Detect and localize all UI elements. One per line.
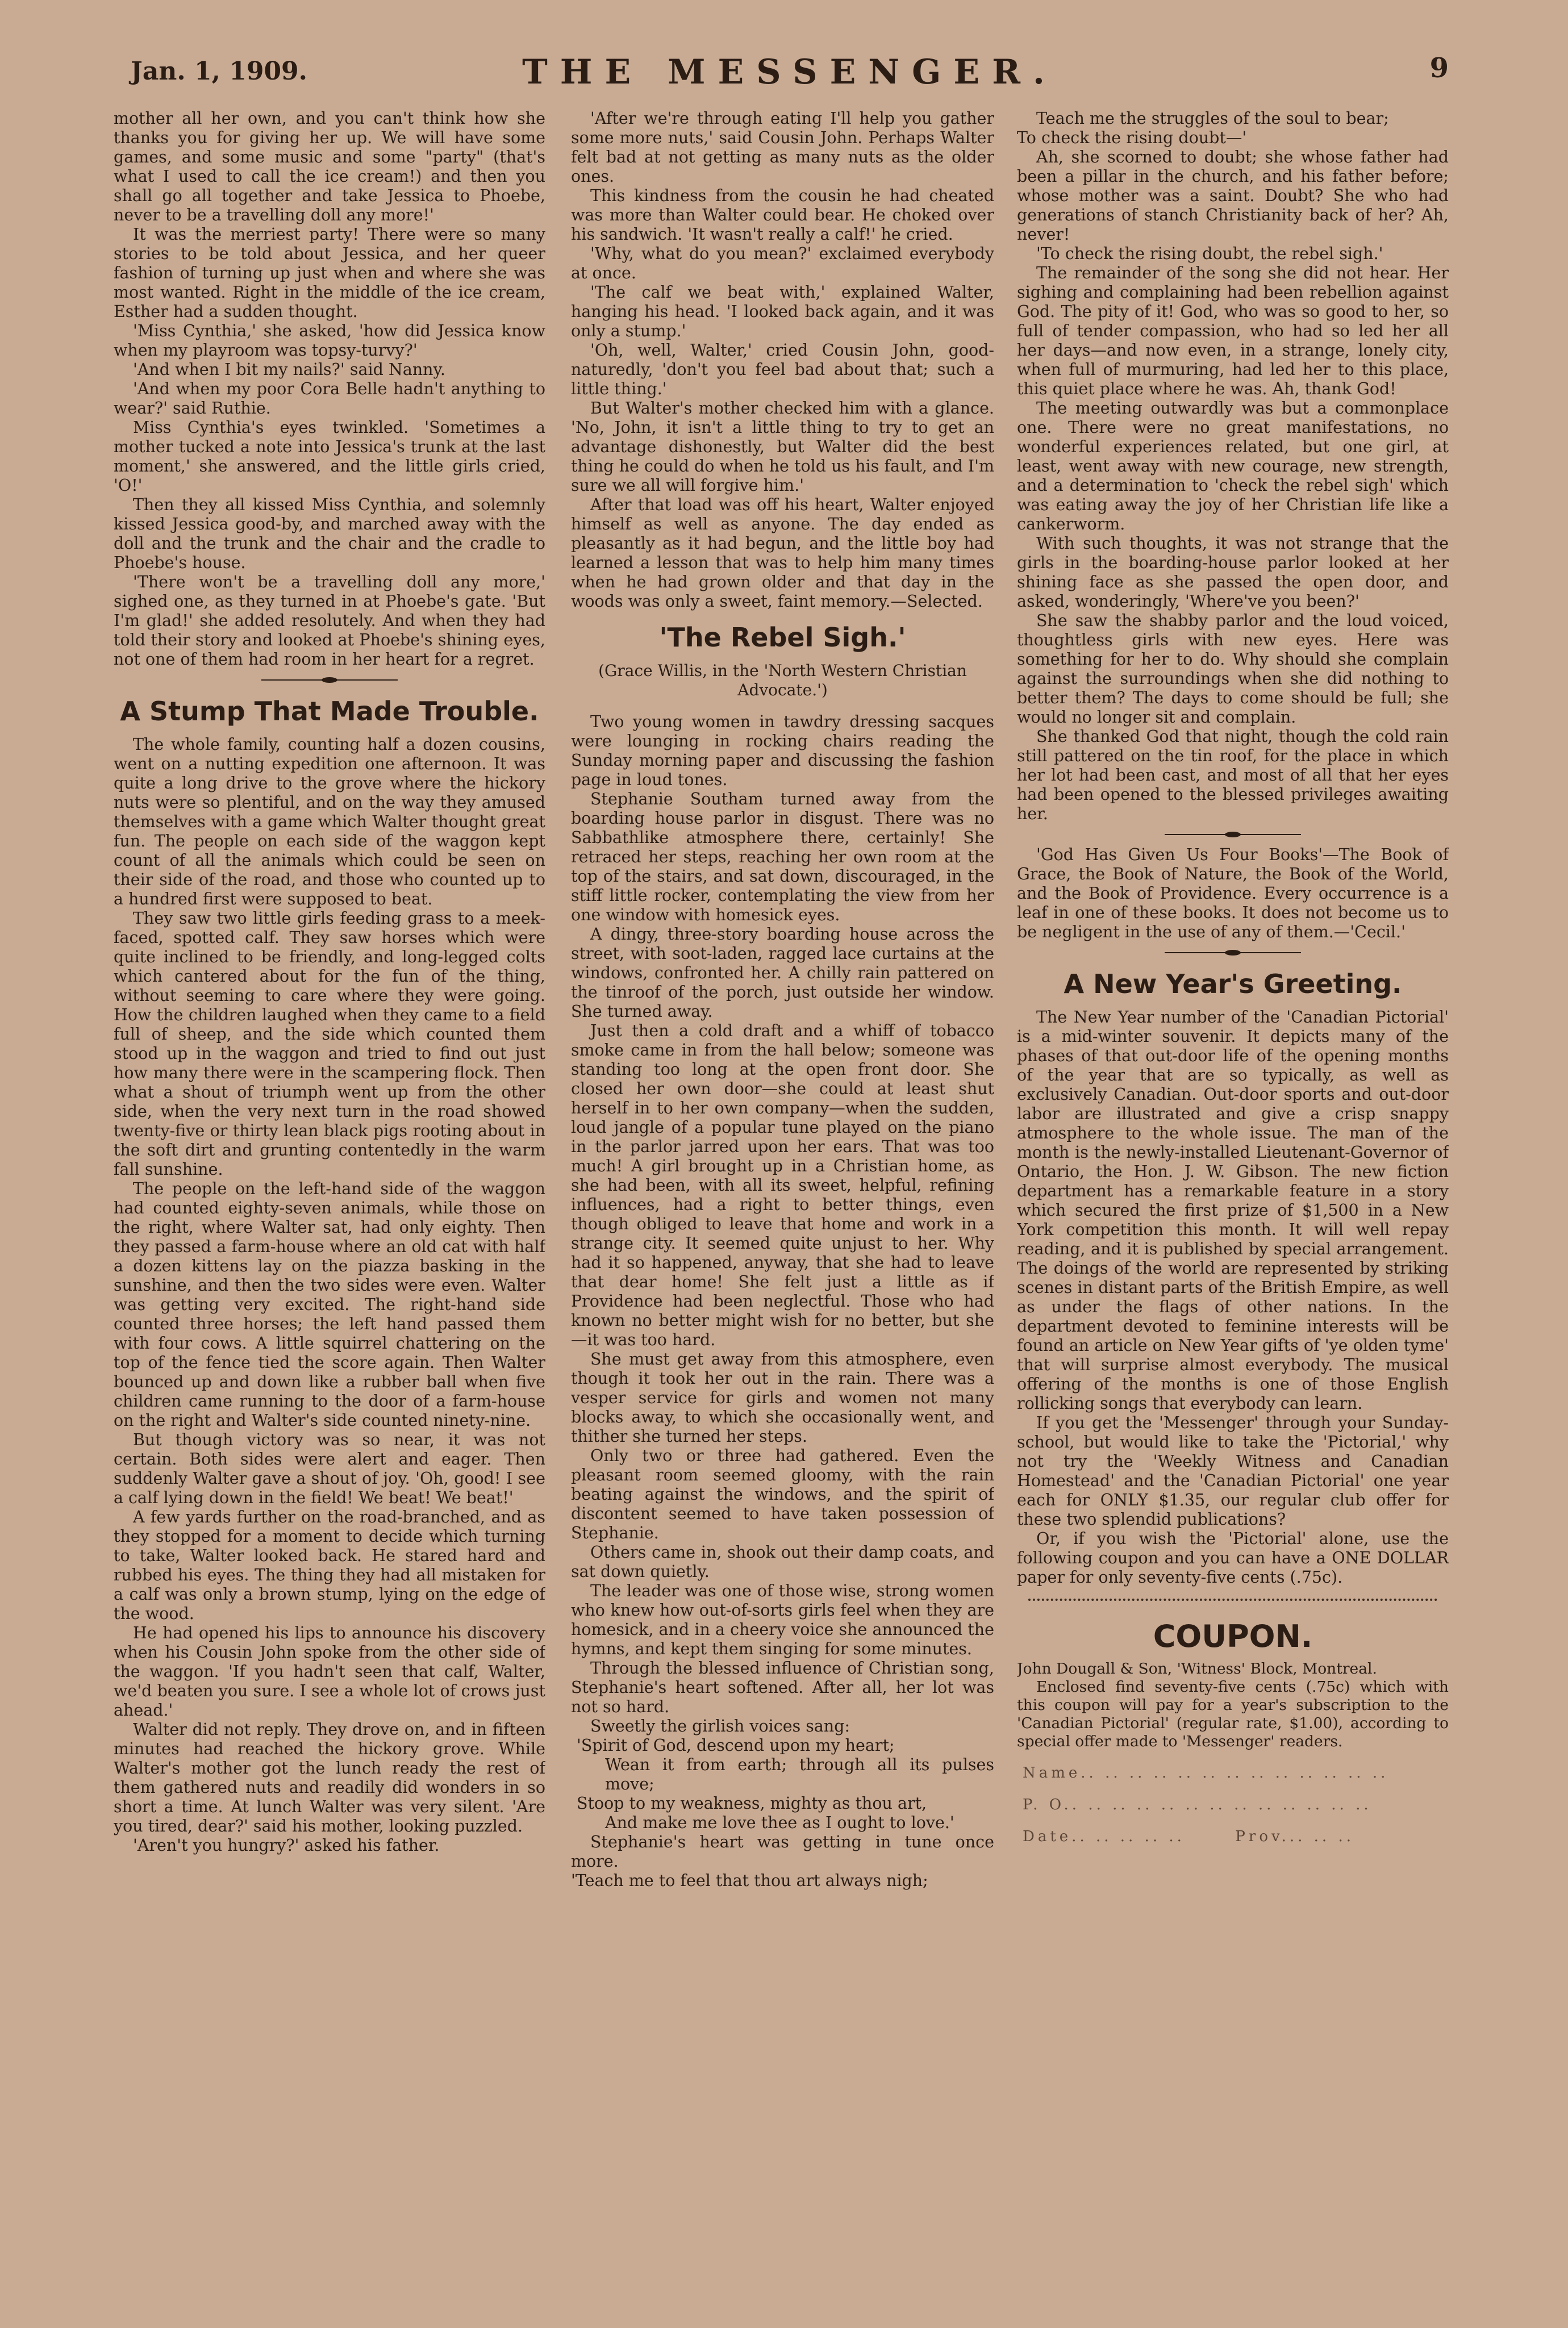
paragraph: If you get the 'Messenger' through your Sunday-school, but would like to take the 'Pictorial,' why not try the 'Weekly Witness and Canadian Homestead' and the 'Canadian Pictorial' one year each for ONLY $1.35, our regular club offer for these two splendid publications? xyxy=(1017,1413,1449,1529)
paragraph: Miss Cynthia's eyes twinkled. 'Sometimes a mother tucked a note into Jessica's trunk at the last moment,' she answered, and the little girls cried, 'O!' xyxy=(114,418,545,495)
article-heading-stump: A Stump That Made Trouble. xyxy=(120,696,539,727)
paragraph: The people on the left-hand side of the waggon had counted eighty-seven animals, while those on the right, where Walter sat, had only eighty. Then they passed a farm-house where an old cat with half a dozen kittens lay on the piazza basking in the sunshine, and then the two sides were even. Walter was getting very excited. The right-hand side counted three horses; the left hand passed them with four cows. A little squirrel chattering on the top of the fence tied the score again. Then Walter bounced up and down like a rubber ball when five children came running to the door of a farm-house on the right and Walter's side counted ninety-nine. xyxy=(114,1179,545,1430)
paragraph: 'Aren't you hungry?' asked his father. xyxy=(133,1836,440,1855)
coupon-name-field[interactable]: Name.. .. .. .. .. .. .. .. .. .. .. .. .. xyxy=(1023,1764,1389,1782)
paragraph: The remainder of the song she did not hear. Her sighing and complaining had been rebellion against God. The pity of it! God, who was so good to her, so full of tender compassion, who had so led her all her days—and now even, in a strange, lonely city, when full of murmuring, had led her to this place, this quiet place where he was. Ah, thank God! xyxy=(1017,264,1449,398)
paragraph: The leader was one of those wise, strong women who knew how out-of-sorts girls feel when they are homesick, and in a cheery voice she announced the hymns, and kept them singing for some minutes. xyxy=(571,1582,994,1658)
paragraph: 'And when I bit my nails?' said Nanny. xyxy=(133,360,445,379)
paragraph: She must get away from this atmosphere, even though it took her out in the rain. There was a vesper service for girls and women not many blocks away, to which she occasionally went, and thither she turned her steps. xyxy=(571,1350,994,1446)
paragraph: A dingy, three-story boarding house across the street, with soot-laden, ragged lace curtains at the windows, confronted her. A chilly rain pattered on the tinroof of the porch, just outside her window. She turned away. xyxy=(571,925,994,1021)
page-number: 9 xyxy=(1429,52,1449,84)
verse-line: And make me love thee as I ought to love.' xyxy=(605,1813,954,1832)
paragraph: Or, if you wish the 'Pictorial' alone, use the following coupon and you can have a ONE DOLLAR paper for only seventy-five cents (.75c). xyxy=(1017,1529,1449,1587)
four-books-note: 'God Has Given Us Four Books'—The Book of Grace, the Book of Nature, the Book of the World, and the Book of Providence. Every occurrence is a leaf in one of these books. It does not become us to be negligent in the use of any of them.—'Cecil.' xyxy=(1017,845,1449,941)
verse-line: 'Teach me to feel that thou art always nigh; xyxy=(571,1871,928,1890)
paragraph: But Walter's mother checked him with a glance. 'No, John, it isn't a little thing to try to get an advantage dishonestly, but Walter did the best thing he could do when he told us his fault, and I'm sure we all will forgive him.' xyxy=(571,399,994,495)
paragraph: The meeting outwardly was but a commonplace one. There were no great manifestations, no wonderful experiences related, but one girl, at least, went away with new courage, new strength, and a determination to 'check the rebel sigh' which was eating away the joy of her Christian life like a cankerworm. xyxy=(1017,399,1449,533)
verse-line: To check the rising doubt—' xyxy=(1017,128,1247,147)
coupon-title: COUPON. xyxy=(1153,1618,1313,1654)
paragraph: 'Miss Cynthia,' she asked, 'how did Jessica know when my playroom was topsy-turvy?' xyxy=(114,322,545,360)
paragraph: This kindness from the cousin he had cheated was more than Walter could bear. He choked over his sandwich. 'It wasn't really a calf!' he cried. xyxy=(571,186,994,244)
article-stump xyxy=(114,735,545,1855)
verse-line: 'Spirit of God, descend upon my heart; xyxy=(577,1736,895,1755)
coupon-text: Enclosed find seventy-five cents (.75c) which with this coupon will pay for a year's subscription to the 'Canadian Pictorial' (regular rate, $1.00), according to special offer made to 'Messenger' readers. xyxy=(1017,1678,1449,1750)
article-heading-rebel-sigh: 'The Rebel Sigh.' xyxy=(659,622,906,653)
paragraph: 'After we're through eating I'll help you gather some more nuts,' said Cousin John. Perhaps Walter felt bad at not getting as many nuts as the older ones. xyxy=(571,109,994,186)
dotted-divider xyxy=(1028,1599,1437,1601)
paragraph: After that load was off his heart, Walter enjoyed himself as well as anyone. The day ended as pleasantly as it had begun, and the little boy had learned a lesson that was to help him many times when he had grown older and that day in the woods was only a sweet, faint memory.—Selected. xyxy=(571,495,994,611)
verse-line: Teach me the struggles of the soul to bear; xyxy=(1036,109,1389,128)
coupon-date-field[interactable]: Date.. .. .. .. .. xyxy=(1023,1828,1185,1845)
coupon-po-field[interactable]: P. O.. .. .. .. .. .. .. .. .. .. .. .. .. xyxy=(1023,1796,1372,1813)
paragraph: Only two or three had gathered. Even the pleasant room seemed gloomy, with the rain beating against the windows, and the spirit of discontent seemed to have taken possession of Stephanie. xyxy=(571,1446,994,1542)
paragraph: Just then a cold draft and a whiff of tobacco smoke came in from the hall below; someone was standing too long at the open front door. She closed her own door—she could at least shut herself in to her own company—when the sudden, loud jangle of a popular tune played on the piano in the parlor jarred upon her ears. That was too much! A girl brought up in a Christian home, as she had been, with all its sweet, helpful, refining influences, had a right to better things, even though obliged to leave that home and work in a strange city. It seemed quite unjust to her. Why had it so happened, anyway, that she had to leave that dear home! She felt just a little as if Providence had been neglectful. Those who had known no better might wish for no better, but she—it was too hard. xyxy=(571,1021,994,1349)
article-heading-greeting: A New Year's Greeting. xyxy=(1064,969,1402,999)
paragraph: It was the merriest party! There were so many stories to be told about Jessica, and her queer fashion of turning up just when and where she was most wanted. Right in the middle of the ice cream, Esther had a sudden thought. xyxy=(114,225,545,321)
byline: (Grace Willis, in the 'North Western Christian Advocate.') xyxy=(598,661,967,699)
paragraph: He had opened his lips to announce his discovery when his Cousin John spoke from the other side of the waggon. 'If you hadn't seen that calf, Walter, we'd beaten you sure. I see a whole lot of crows just ahead.' xyxy=(114,1624,545,1720)
section-divider xyxy=(1017,948,1449,958)
article-greeting xyxy=(1017,1008,1449,1587)
paragraph: Two young women in tawdry dressing sacques were lounging in rocking chairs reading the Sunday morning paper and discussing the fashion page in loud tones. xyxy=(571,712,994,789)
paragraph: They saw two little girls feeding grass to a meek-faced, spotted calf. They saw horses which were quite inclined to be friendly, and long-legged colts which cantered about for the fun of the thing, without seeming to care where they were going. How the children laughed when they came to a field full of sheep, and the side which counted them stood up in the waggon and tried to find out just how many there were in the scampering flock. Then what a shout of triumph went up from the other side, when the very next turn in the road showed twenty-five or thirty lean black pigs rooting about in the soft dirt and grunting contentedly in the warm fall sunshine. xyxy=(114,909,545,1179)
article-stump-continued xyxy=(571,109,994,611)
paragraph: Then they all kissed Miss Cynthia, and solemnly kissed Jessica good-by, and marched away with the doll and the trunk and the chair and the cradle to Phoebe's house. xyxy=(114,495,545,572)
section-divider xyxy=(114,675,545,685)
coupon xyxy=(1017,1618,1449,1846)
column-3 xyxy=(1017,109,1449,2313)
paragraph: With such thoughts, it was not strange that the girls in the boarding-house parlor looked at her shining face as she passed the open door, and asked, wonderingly, 'Where've you been?' xyxy=(1017,534,1449,611)
paragraph: A few yards further on the road-branched, and as they stopped for a moment to decide which turning to take, Walter looked back. He stared hard and rubbed his eyes. The thing they had all mistaken for a calf was only a brown stump, lying on the edge of the wood. xyxy=(114,1508,545,1623)
paragraph: She saw the shabby parlor and the loud voiced, thoughtless girls with new eyes. Here was something for her to do. Why should she complain against the surroundings when she did nothing to better them? The days to come should be full; she would no longer sit and complain. xyxy=(1017,611,1449,727)
paragraph: Others came in, shook out their damp coats, and sat down quietly. xyxy=(571,1543,994,1581)
paragraph: Ah, she scorned to doubt; she whose father had been a pillar in the church, and his father before; whose mother was a saint. Doubt? She who had generations of stanch Christianity back of her? Ah, never! xyxy=(1017,148,1449,244)
paragraph: The New Year number of the 'Canadian Pictorial' is a mid-winter souvenir. It depicts many of the phases of that out-door life of the opening months of the year that are so typically, as well as exclusively Canadian. Out-door sports and out-door labor are illustrated and give a crisp snappy atmosphere to the whole issue. The man of the month is the newly-installed Lieutenant-Governor of Ontario, the Hon. J. W. Gibson. The new fiction department has a remarkable feature in a story which secured the first prize of $1,500 in a New York competition this month. It will well repay reading, and it is published by special arrangement. The doings of the world are represented by striking scenes in distant parts of the British Empire, as well as under the flags of other nations. In the department devoted to feminine interests will be found an article on New Year gifts of 'ye olden tyme' that will surprise almost everybody. The musical offering of the months is one of those English rollicking songs that everybody can learn. xyxy=(1017,1008,1449,1413)
paragraph: 'To check the rising doubt, the rebel sigh.' xyxy=(1036,244,1383,263)
paragraph: mother all her own, and you can't think how she thanks you for giving her up. We will have some games, and some music and some "party" (that's what I used to call the ice cream!) and then you shall go all together and take Jessica to Phoebe, never to be a travelling doll any more!' xyxy=(114,109,545,224)
paragraph: 'The calf we beat with,' explained Walter, hanging his head. 'I looked back again, and it was only a stump.' xyxy=(571,283,994,340)
paragraph: Stephanie Southam turned away from the boarding house parlor in disgust. There was no Sabbathlike atmosphere there, certainly! She retraced her steps, reaching her own room at the top of the stairs, and sat down, discouraged, in the stiff little rocker, contemplating the view from her one window with homesick eyes. xyxy=(571,790,994,924)
section-divider xyxy=(1017,829,1449,840)
paragraph: The whole family, counting half a dozen cousins, went on a nutting expedition one afternoon. It was quite a long drive to the grove where the hickory nuts were so plentiful, and on the way they amused themselves with a game which Walter thought great fun. The people on each side of the waggon kept count of all the animals which could be seen on their side of the road, and those who counted up to a hundred first were supposed to beat. xyxy=(114,735,545,908)
column-1 xyxy=(114,109,545,2313)
article-rebel-sigh-continued xyxy=(1017,109,1449,824)
paragraph: 'Oh, well, Walter,' cried Cousin John, good-naturedly, 'don't you feel bad about that; such a little thing.' xyxy=(571,341,994,398)
issue-date: Jan. 1, 1909. xyxy=(131,57,307,86)
paragraph: She thanked God that night, though the cold rain still pattered on the tin roof, for the place in which her lot had been cast, and most of all that her eyes had been opened to the blessed privileges awaiting her. xyxy=(1017,727,1449,823)
paragraph: Sweetly the girlish voices sang: xyxy=(590,1717,850,1735)
coupon-prov-field[interactable]: Prov... .. .. xyxy=(1235,1828,1354,1845)
story-continuation xyxy=(114,109,545,669)
paragraph: 'Why, what do you mean?' exclaimed everybody at once. xyxy=(571,244,994,282)
masthead xyxy=(131,52,1449,98)
coupon-address: John Dougall & Son, 'Witness' Block, Montreal. xyxy=(1017,1660,1377,1678)
paragraph: Walter did not reply. They drove on, and in fifteen minutes had reached the hickory grove. While Walter's mother got the lunch ready the rest of them gathered nuts and readily did wonders in so short a time. At lunch Walter was very silent. 'Are you tired, dear?' said his mother, looking puzzled. xyxy=(114,1720,545,1835)
hymn-verse xyxy=(571,1736,994,1833)
paragraph: 'There won't be a travelling doll any more,' sighed one, as they turned in at Phoebe's gate. 'But I'm glad!' she added resolutely. And when they had told their story and looked at Phoebe's shining eyes, not one of them had room in her heart for a regret. xyxy=(114,573,545,669)
column-2 xyxy=(571,109,994,2313)
coupon-date-prov-row xyxy=(1023,1827,1449,1846)
paragraph: Stephanie's heart was getting in tune once more. xyxy=(571,1833,994,1871)
paragraph: Through the blessed influence of Christian song, Stephanie's heart softened. After all, her lot was not so hard. xyxy=(571,1659,994,1716)
verse-line: Stoop to my weakness, mighty as thou art, xyxy=(577,1794,927,1813)
verse-line: Wean it from earth; through all its pulses move; xyxy=(605,1755,994,1793)
paragraph: 'And when my poor Cora Belle hadn't anything to wear?' said Ruthie. xyxy=(114,379,545,418)
paragraph: But though victory was so near, it was not certain. Both sides were alert and eager. Then suddenly Walter gave a shout of joy. 'Oh, good! I see a calf lying down in the field! We beat! We beat!' xyxy=(114,1430,545,1507)
article-rebel-sigh xyxy=(571,712,994,1891)
newspaper-title: THE MESSENGER. xyxy=(522,52,1057,92)
